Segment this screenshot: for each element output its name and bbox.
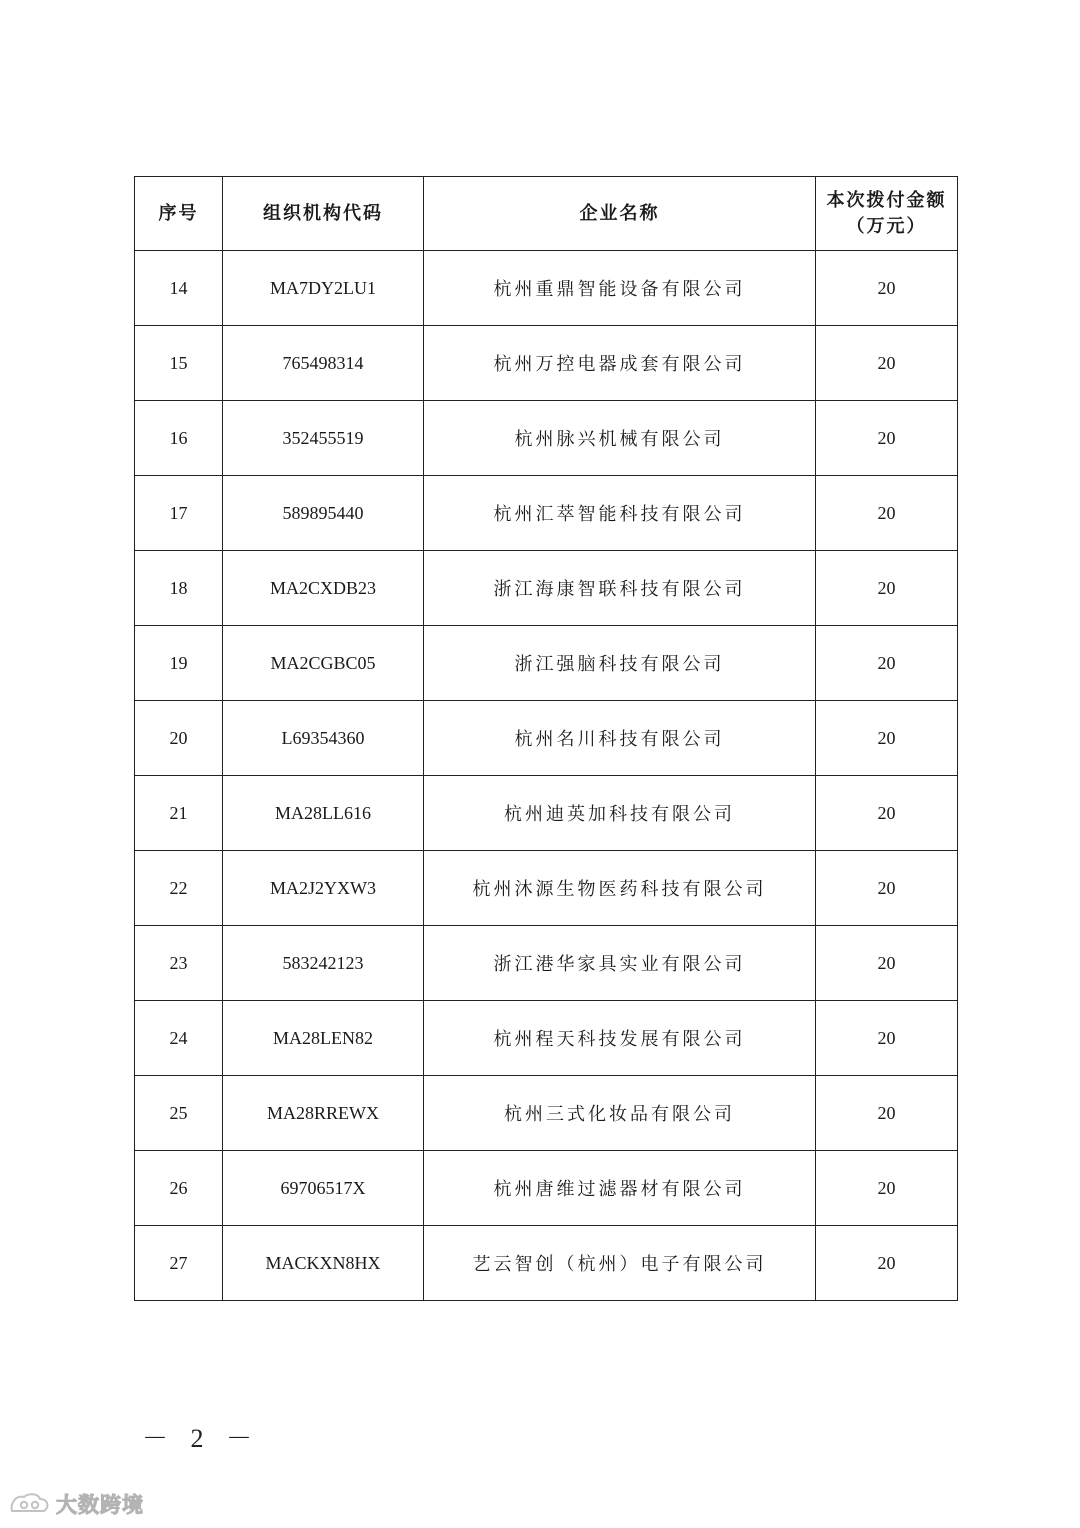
row-company-name: 浙江海康智联科技有限公司 [424, 551, 816, 626]
row-org-code: MA28LL616 [223, 776, 424, 851]
page-number: － 2 － [142, 1424, 261, 1453]
table-row [135, 551, 958, 626]
row-seq: 19 [135, 626, 223, 701]
row-amount: 20 [816, 851, 958, 926]
row-amount: 20 [816, 476, 958, 551]
row-seq: 14 [135, 251, 223, 326]
table-header [135, 177, 958, 251]
row-org-code: MA2CGBC05 [223, 626, 424, 701]
row-company-name: 杭州万控电器成套有限公司 [424, 326, 816, 401]
table-row [135, 701, 958, 776]
row-company-name: 杭州唐维过滤器材有限公司 [424, 1151, 816, 1226]
row-org-code: L69354360 [223, 701, 424, 776]
row-org-code: MA7DY2LU1 [223, 251, 424, 326]
table-row [135, 251, 958, 326]
row-company-name: 杭州迪英加科技有限公司 [424, 776, 816, 851]
row-org-code: 69706517X [223, 1151, 424, 1226]
row-seq: 21 [135, 776, 223, 851]
table-row [135, 776, 958, 851]
table-row [135, 1001, 958, 1076]
row-company-name: 杭州沐源生物医药科技有限公司 [424, 851, 816, 926]
header-amount-line2: （万元） [846, 215, 927, 237]
row-org-code: 583242123 [223, 926, 424, 1001]
grant-table [134, 176, 958, 1301]
row-org-code: MA28LEN82 [223, 1001, 424, 1076]
row-seq: 26 [135, 1151, 223, 1226]
row-amount: 20 [816, 326, 958, 401]
table-row [135, 1076, 958, 1151]
table-body [135, 251, 958, 1301]
row-amount: 20 [816, 1076, 958, 1151]
row-amount: 20 [816, 1151, 958, 1226]
row-amount: 20 [816, 926, 958, 1001]
row-amount: 20 [816, 401, 958, 476]
table-row [135, 401, 958, 476]
row-company-name: 浙江强脑科技有限公司 [424, 626, 816, 701]
table-row [135, 626, 958, 701]
row-org-code: MA2J2YXW3 [223, 851, 424, 926]
watermark [8, 1489, 144, 1519]
row-seq: 18 [135, 551, 223, 626]
row-org-code: MA2CXDB23 [223, 551, 424, 626]
row-seq: 25 [135, 1076, 223, 1151]
header-seq: 序号 [135, 177, 223, 251]
row-org-code: MACKXN8HX [223, 1226, 424, 1301]
row-amount: 20 [816, 1001, 958, 1076]
row-seq: 27 [135, 1226, 223, 1301]
header-name: 企业名称 [424, 177, 816, 251]
row-seq: 24 [135, 1001, 223, 1076]
row-company-name: 杭州程天科技发展有限公司 [424, 1001, 816, 1076]
table-row [135, 1226, 958, 1301]
row-company-name: 杭州三式化妆品有限公司 [424, 1076, 816, 1151]
row-seq: 17 [135, 476, 223, 551]
header-row [135, 177, 958, 251]
row-seq: 16 [135, 401, 223, 476]
row-seq: 23 [135, 926, 223, 1001]
header-code: 组织机构代码 [223, 177, 424, 251]
header-amount-line1: 本次拨付金额 [826, 189, 947, 211]
row-amount: 20 [816, 626, 958, 701]
table-row [135, 926, 958, 1001]
row-org-code: 352455519 [223, 401, 424, 476]
row-seq: 22 [135, 851, 223, 926]
row-amount: 20 [816, 251, 958, 326]
row-org-code: 589895440 [223, 476, 424, 551]
row-company-name: 浙江港华家具实业有限公司 [424, 926, 816, 1001]
row-org-code: 765498314 [223, 326, 424, 401]
row-company-name: 杭州脉兴机械有限公司 [424, 401, 816, 476]
row-company-name: 杭州名川科技有限公司 [424, 701, 816, 776]
row-company-name: 艺云智创（杭州）电子有限公司 [424, 1226, 816, 1301]
row-amount: 20 [816, 551, 958, 626]
row-amount: 20 [816, 1226, 958, 1301]
row-org-code: MA28RREWX [223, 1076, 424, 1151]
table-row [135, 1151, 958, 1226]
row-company-name: 杭州汇萃智能科技有限公司 [424, 476, 816, 551]
row-company-name: 杭州重鼎智能设备有限公司 [424, 251, 816, 326]
table-row [135, 851, 958, 926]
watermark-text: 大数跨境 [56, 1493, 144, 1517]
header-amount [816, 177, 958, 251]
watermark-logo-icon [8, 1491, 52, 1517]
table-row [135, 476, 958, 551]
row-amount: 20 [816, 776, 958, 851]
row-amount: 20 [816, 701, 958, 776]
row-seq: 15 [135, 326, 223, 401]
row-seq: 20 [135, 701, 223, 776]
table-row [135, 326, 958, 401]
